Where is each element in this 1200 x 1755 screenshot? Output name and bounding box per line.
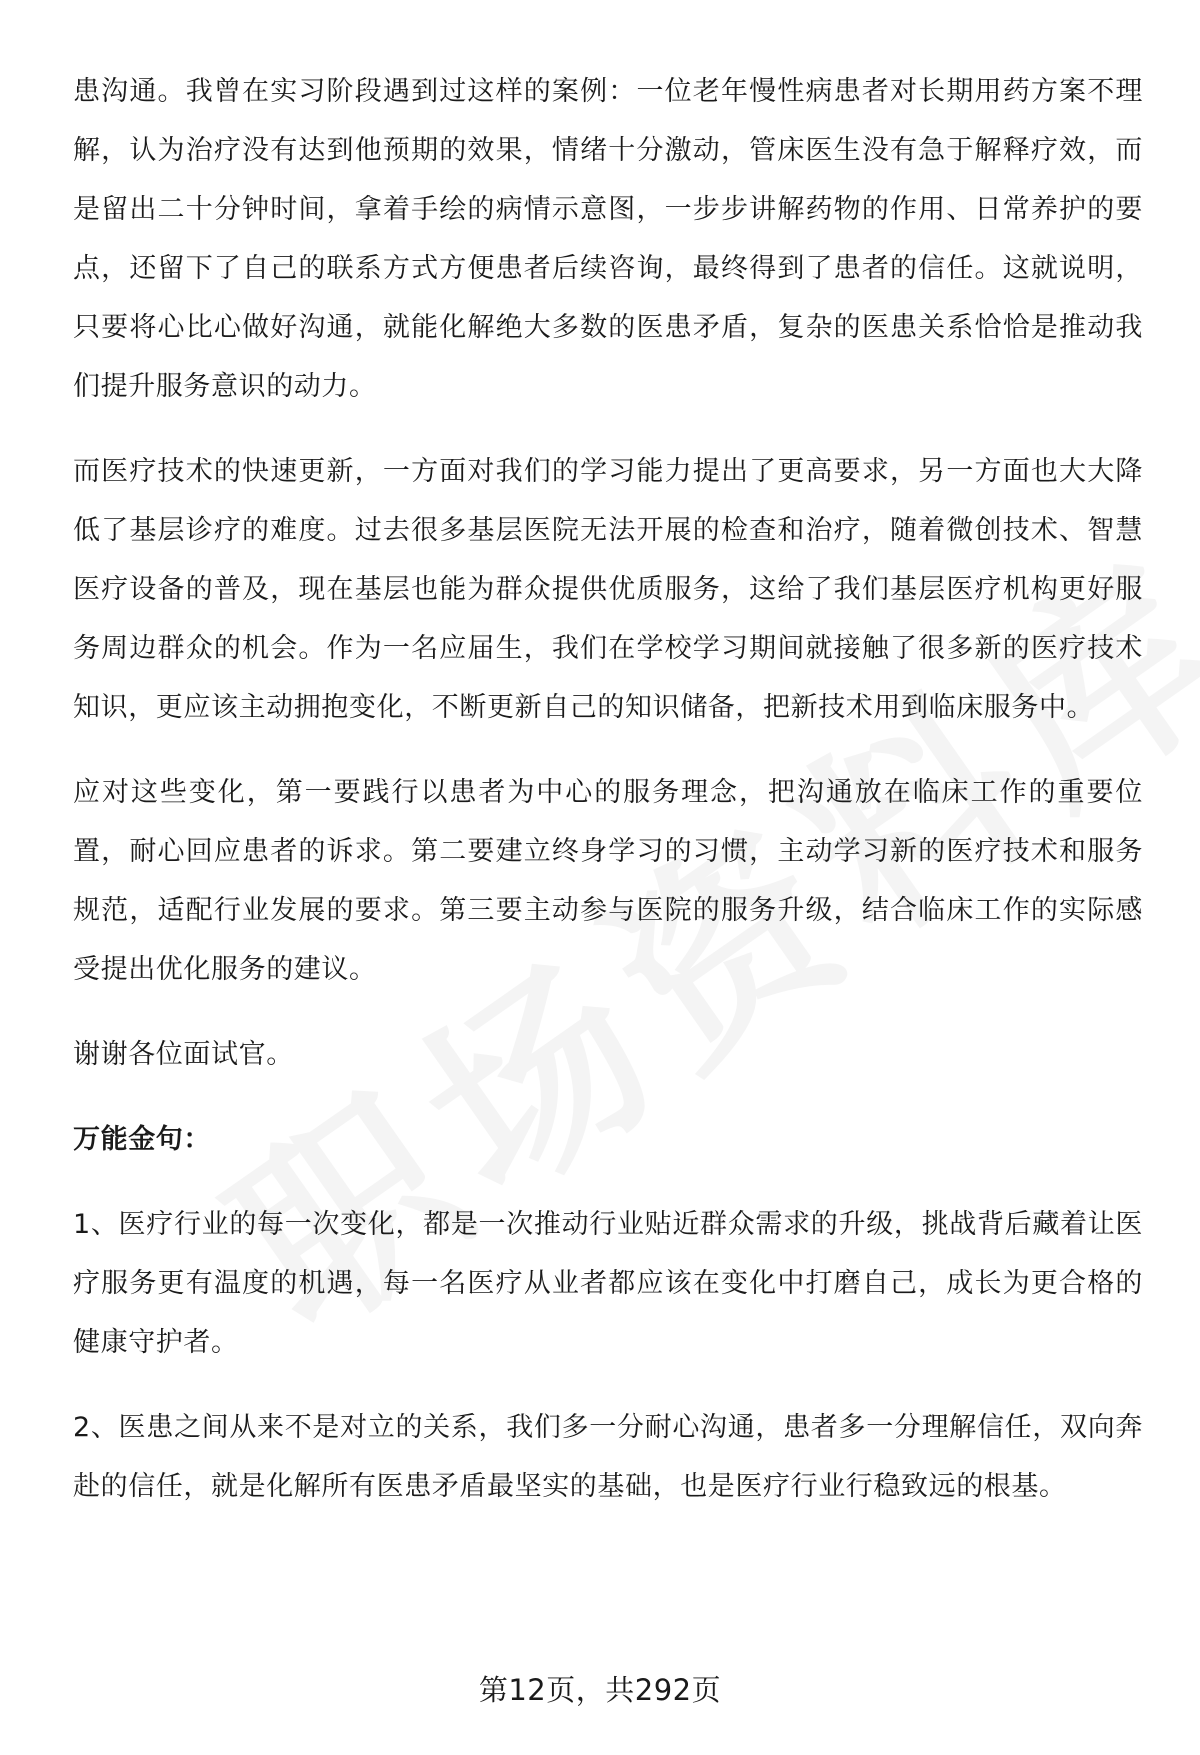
paragraph-2: 而医疗技术的快速更新，一方面对我们的学习能力提出了更高要求，另一方面也大大降低了基层诊疗的难度。过去很多基层医院无法开展的检查和治疗，随着微创技术、智慧医疗设备的普及，现在基层也能为群众提供优质服务，这给了我们基层医疗机构更好服务周边群众的机会。作为一名应届生，我们在学校学习期间就接触了很多新的医疗技术知识，更应该主动拥抱变化，不断更新自己的知识储备，把新技术用到临床服务中。	[73, 456, 1143, 723]
document-body	[73, 62, 1143, 1542]
paragraph-4: 谢谢各位面试官。	[73, 1039, 294, 1070]
page-number: 第12页，共292页	[478, 1673, 722, 1707]
quote-2: 2、医患之间从来不是对立的关系，我们多一分耐心沟通，患者多一分理解信任，双向奔赴的信任，就是化解所有医患矛盾最坚实的基础，也是医疗行业行稳致远的根基。	[73, 1412, 1143, 1502]
section-heading: 万能金句：	[73, 1124, 211, 1155]
quote-1: 1、医疗行业的每一次变化，都是一次推动行业贴近群众需求的升级，挑战背后藏着让医疗服务更有温度的机遇，每一名医疗从业者都应该在变化中打磨自己，成长为更合格的健康守护者。	[73, 1209, 1143, 1358]
paragraph-1: 患沟通。我曾在实习阶段遇到过这样的案例：一位老年慢性病患者对长期用药方案不理解，认为治疗没有达到他预期的效果，情绪十分激动，管床医生没有急于解释疗效，而是留出二十分钟时间，拿着手绘的病情示意图，一步步讲解药物的作用、日常养护的要点，还留下了自己的联系方式方便患者后续咨询，最终得到了患者的信任。这就说明，只要将心比心做好沟通，就能化解绝大多数的医患矛盾，复杂的医患关系恰恰是推动我们提升服务意识的动力。	[73, 76, 1143, 402]
paragraph-3: 应对这些变化，第一要践行以患者为中心的服务理念，把沟通放在临床工作的重要位置，耐心回应患者的诉求。第二要建立终身学习的习惯，主动学习新的医疗技术和服务规范，适配行业发展的要求。第三要主动参与医院的服务升级，结合临床工作的实际感受提出优化服务的建议。	[73, 777, 1143, 985]
